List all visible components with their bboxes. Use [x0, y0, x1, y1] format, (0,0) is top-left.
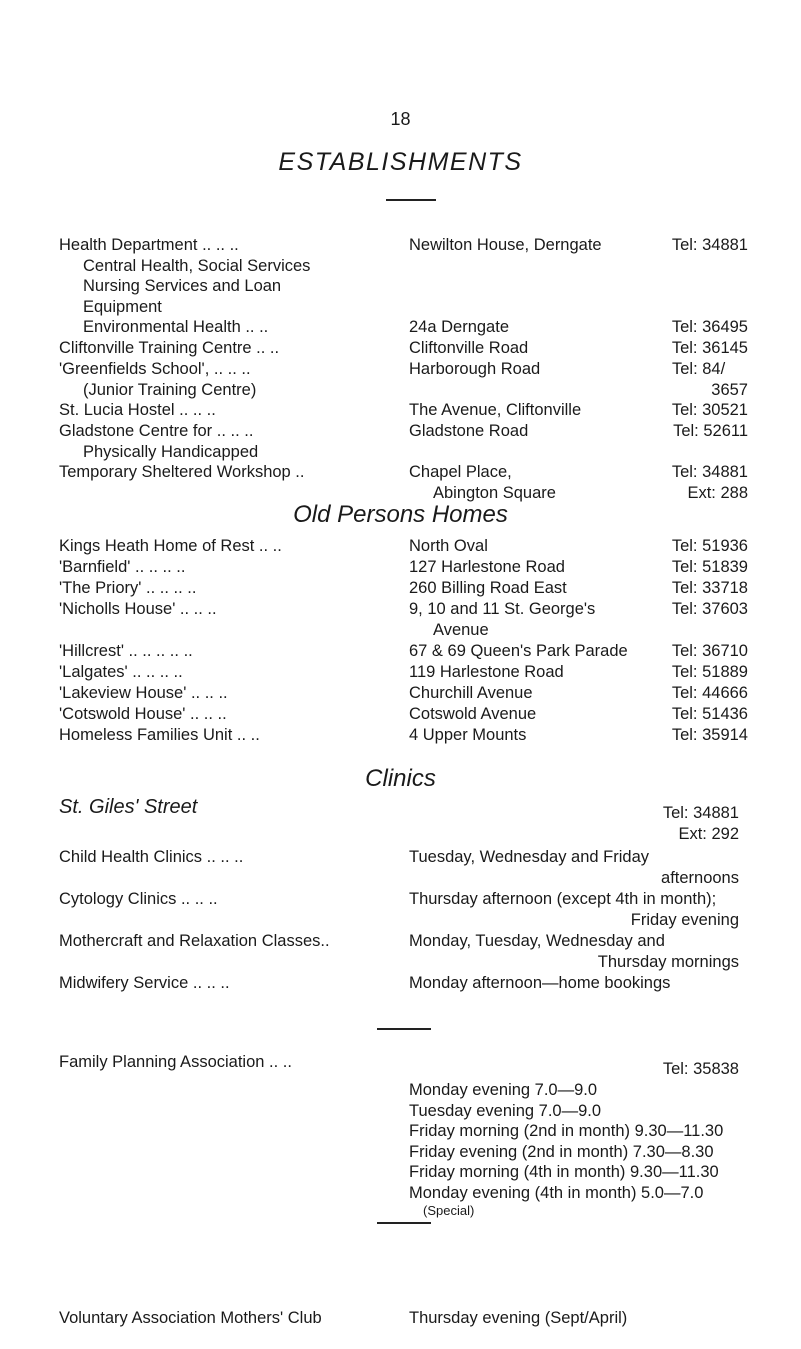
section-divider — [377, 1028, 431, 1030]
clinic-times: Tuesday, Wednesday and Friday afternoons — [409, 848, 739, 887]
clinic-times: Monday afternoon—home bookings — [409, 974, 671, 992]
old-persons-heading: Old Persons Homes — [293, 501, 508, 528]
document-page: 18 ESTABLISHMENTS Health Department .. .. .. Central Health, Social Services Nursing Services and Loan Equipment Newilton House, Derngate Tel: 34881 Environmental Health .. .. 24a Derngate Tel: 36495 Cliftonville Training Centre .. .. Cliftonville Road Tel: 36145 'Greenfields School', .. .. .. (Junior Training Centre) Harborough Road Tel: 84/ 3657 St. Lucia Hostel .. .. .. The Avenue, Cliftonville Tel: 30521 Gladstone Centre for .. .. .. Physically Handicapped Gladstone Road Tel: 52611 Temporary Sheltered Workshop .. Chapel Place, Abington Square Tel: 34881 Ext: 288 Old Persons Homes Kings Heath Home of Rest .. .. North Oval Tel: 51936 'Barnfield' .. .. .. .. 127 Harlestone Road Tel: 51839 'The Priory' .. .. .. .. 260 Billing Road East Tel: 33718 'Nicholls House' .. .. .. 9, 10 and 11 St. George's Avenue Tel: 37603 'Hillcrest' .. .. .. .. .. 67 & 69 Queen's Park Parade Tel: 36710 'Lalgates' .. .. .. .. 119 Harlestone Road Tel: 51889 'Lakeview House' .. .. .. Churchill Avenue Tel: 44666 'Cotswold House' .. .. .. Cotswold Avenue Tel: 51436 Homeless Families Unit .. .. 4 Upper Mounts Tel: 35914 Clinics St. Giles' Street Tel: 34881 Ext: 292 Child Health Clinics .. .. .. Tuesday, Wednesday and Friday afternoons Cytology Clinics .. .. .. Thursday afternoon (except 4th in month); Friday evening Mothercraft and Relaxation Classes.. Monday, Tuesday, Wednesday and Thursday mornings Midwifery Service .. .. .. Monday afternoon—home bookings Family Planning Association .. .. Tel: 35838 Monday evening 7.0—9.0 Tuesday evening 7.0—9.0 Friday morning (2nd in month) 9.30—11.30 Friday evening (2nd in month) 7.30—8.30 Friday morning (4th in month) 9.30—11.30 Monday evening (4th in month) 5.0—7.0 (Special) Voluntary Association Mothers' Club Thursday evening (Sept/April) — [0, 0, 801, 1349]
title-divider — [386, 199, 436, 201]
st-giles-heading: St. Giles' Street — [59, 796, 198, 818]
voluntary-desc: Thursday evening (Sept/April) — [409, 1309, 628, 1327]
clinic-times: Thursday afternoon (except 4th in month); Friday evening — [409, 890, 739, 929]
st-giles-tel: Tel: 34881 — [662, 804, 739, 822]
clinic-name: Mothercraft and Relaxation Classes.. — [59, 932, 330, 950]
page-title: ESTABLISHMENTS — [278, 148, 523, 176]
family-planning-sessions: Monday evening 7.0—9.0 Tuesday evening 7.0—9.0 Friday morning (2nd in month) 9.30—11.30 Friday evening (2nd in month) 7.30—8.30 Friday morning (4th in month) 9.30—11.30 Monday evening (4th in month) 5.0—7.0 (Special) — [409, 1081, 724, 1218]
section-divider — [377, 1222, 431, 1224]
clinic-name: Midwifery Service .. .. .. — [59, 974, 230, 992]
voluntary-name: Voluntary Association Mothers' Club — [59, 1309, 322, 1327]
clinic-name: Child Health Clinics .. .. .. — [59, 848, 244, 866]
clinic-name: Cytology Clinics .. .. .. — [59, 890, 218, 908]
family-planning-name: Family Planning Association .. .. — [59, 1053, 292, 1071]
family-planning-tel: Tel: 35838 — [662, 1060, 739, 1078]
clinic-times: Monday, Tuesday, Wednesday and Thursday mornings — [409, 932, 739, 971]
page-number: 18 — [390, 109, 411, 129]
st-giles-ext: Ext: 292 — [678, 825, 739, 843]
clinics-heading: Clinics — [365, 765, 436, 792]
